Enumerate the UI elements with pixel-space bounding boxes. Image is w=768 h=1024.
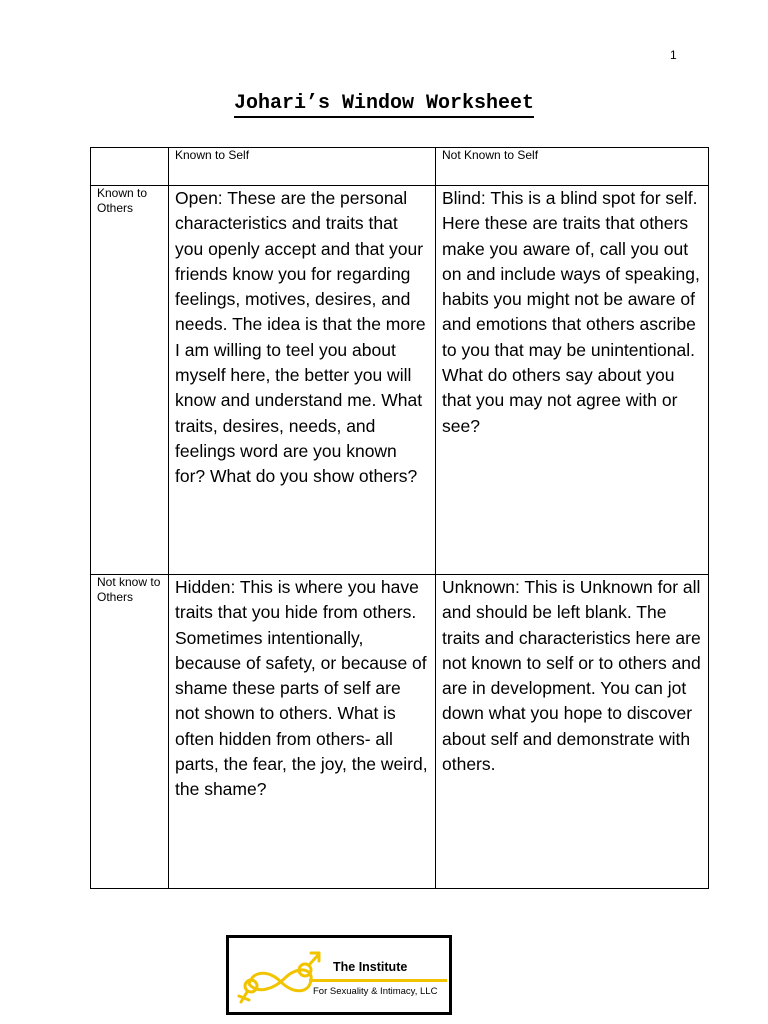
open-quadrant: Open: These are the personal characteristics and traits that you openly accept and that your friends know you for regarding feelings, motives, desires, and needs. The idea is that the more I am willing to teel you about myself here, the better you will know and understand me. What traits, desires, needs, and feelings word are you known for? What do you show others? [169, 186, 436, 575]
header-not-known-to-self: Not Known to Self [436, 148, 709, 186]
logo-subtitle: For Sexuality & Intimacy, LLC [313, 986, 438, 997]
table-row [91, 186, 709, 575]
johari-window-table [90, 147, 709, 889]
logo-underline [309, 979, 447, 982]
row-label-not-known-to-others: Not know to Others [91, 575, 169, 889]
logo-title: The Institute [333, 960, 408, 974]
worksheet-title-text: Johari’s Window Worksheet [234, 92, 534, 118]
row-label-known-to-others: Known to Others [91, 186, 169, 575]
gender-symbols-infinity-icon [235, 946, 327, 1010]
table-header-row [91, 148, 709, 186]
page-number: 1 [670, 48, 677, 62]
institute-logo [226, 935, 452, 1015]
table-row [91, 575, 709, 889]
header-known-to-self: Known to Self [169, 148, 436, 186]
unknown-quadrant: Unknown: This is Unknown for all and should be left blank. The traits and characteristics here are not known to self or to others and are in development. You can jot down what you hope to discover about self and demonstrate with others. [436, 575, 709, 889]
hidden-quadrant: Hidden: This is where you have traits that you hide from others. Sometimes intentionally, because of safety, or because of shame these parts of self are not shown to others. What is often hidden from others- all parts, the fear, the joy, the weird, the shame? [169, 575, 436, 889]
blind-quadrant: Blind: This is a blind spot for self. Here these are traits that others make you aware of, call you out on and include ways of speaking, habits you might not be aware of and emotions that others ascribe to you that may be unintentional. What do others say about you that you may not agree with or see? [436, 186, 709, 575]
worksheet-title [0, 92, 768, 115]
corner-cell [91, 148, 169, 186]
